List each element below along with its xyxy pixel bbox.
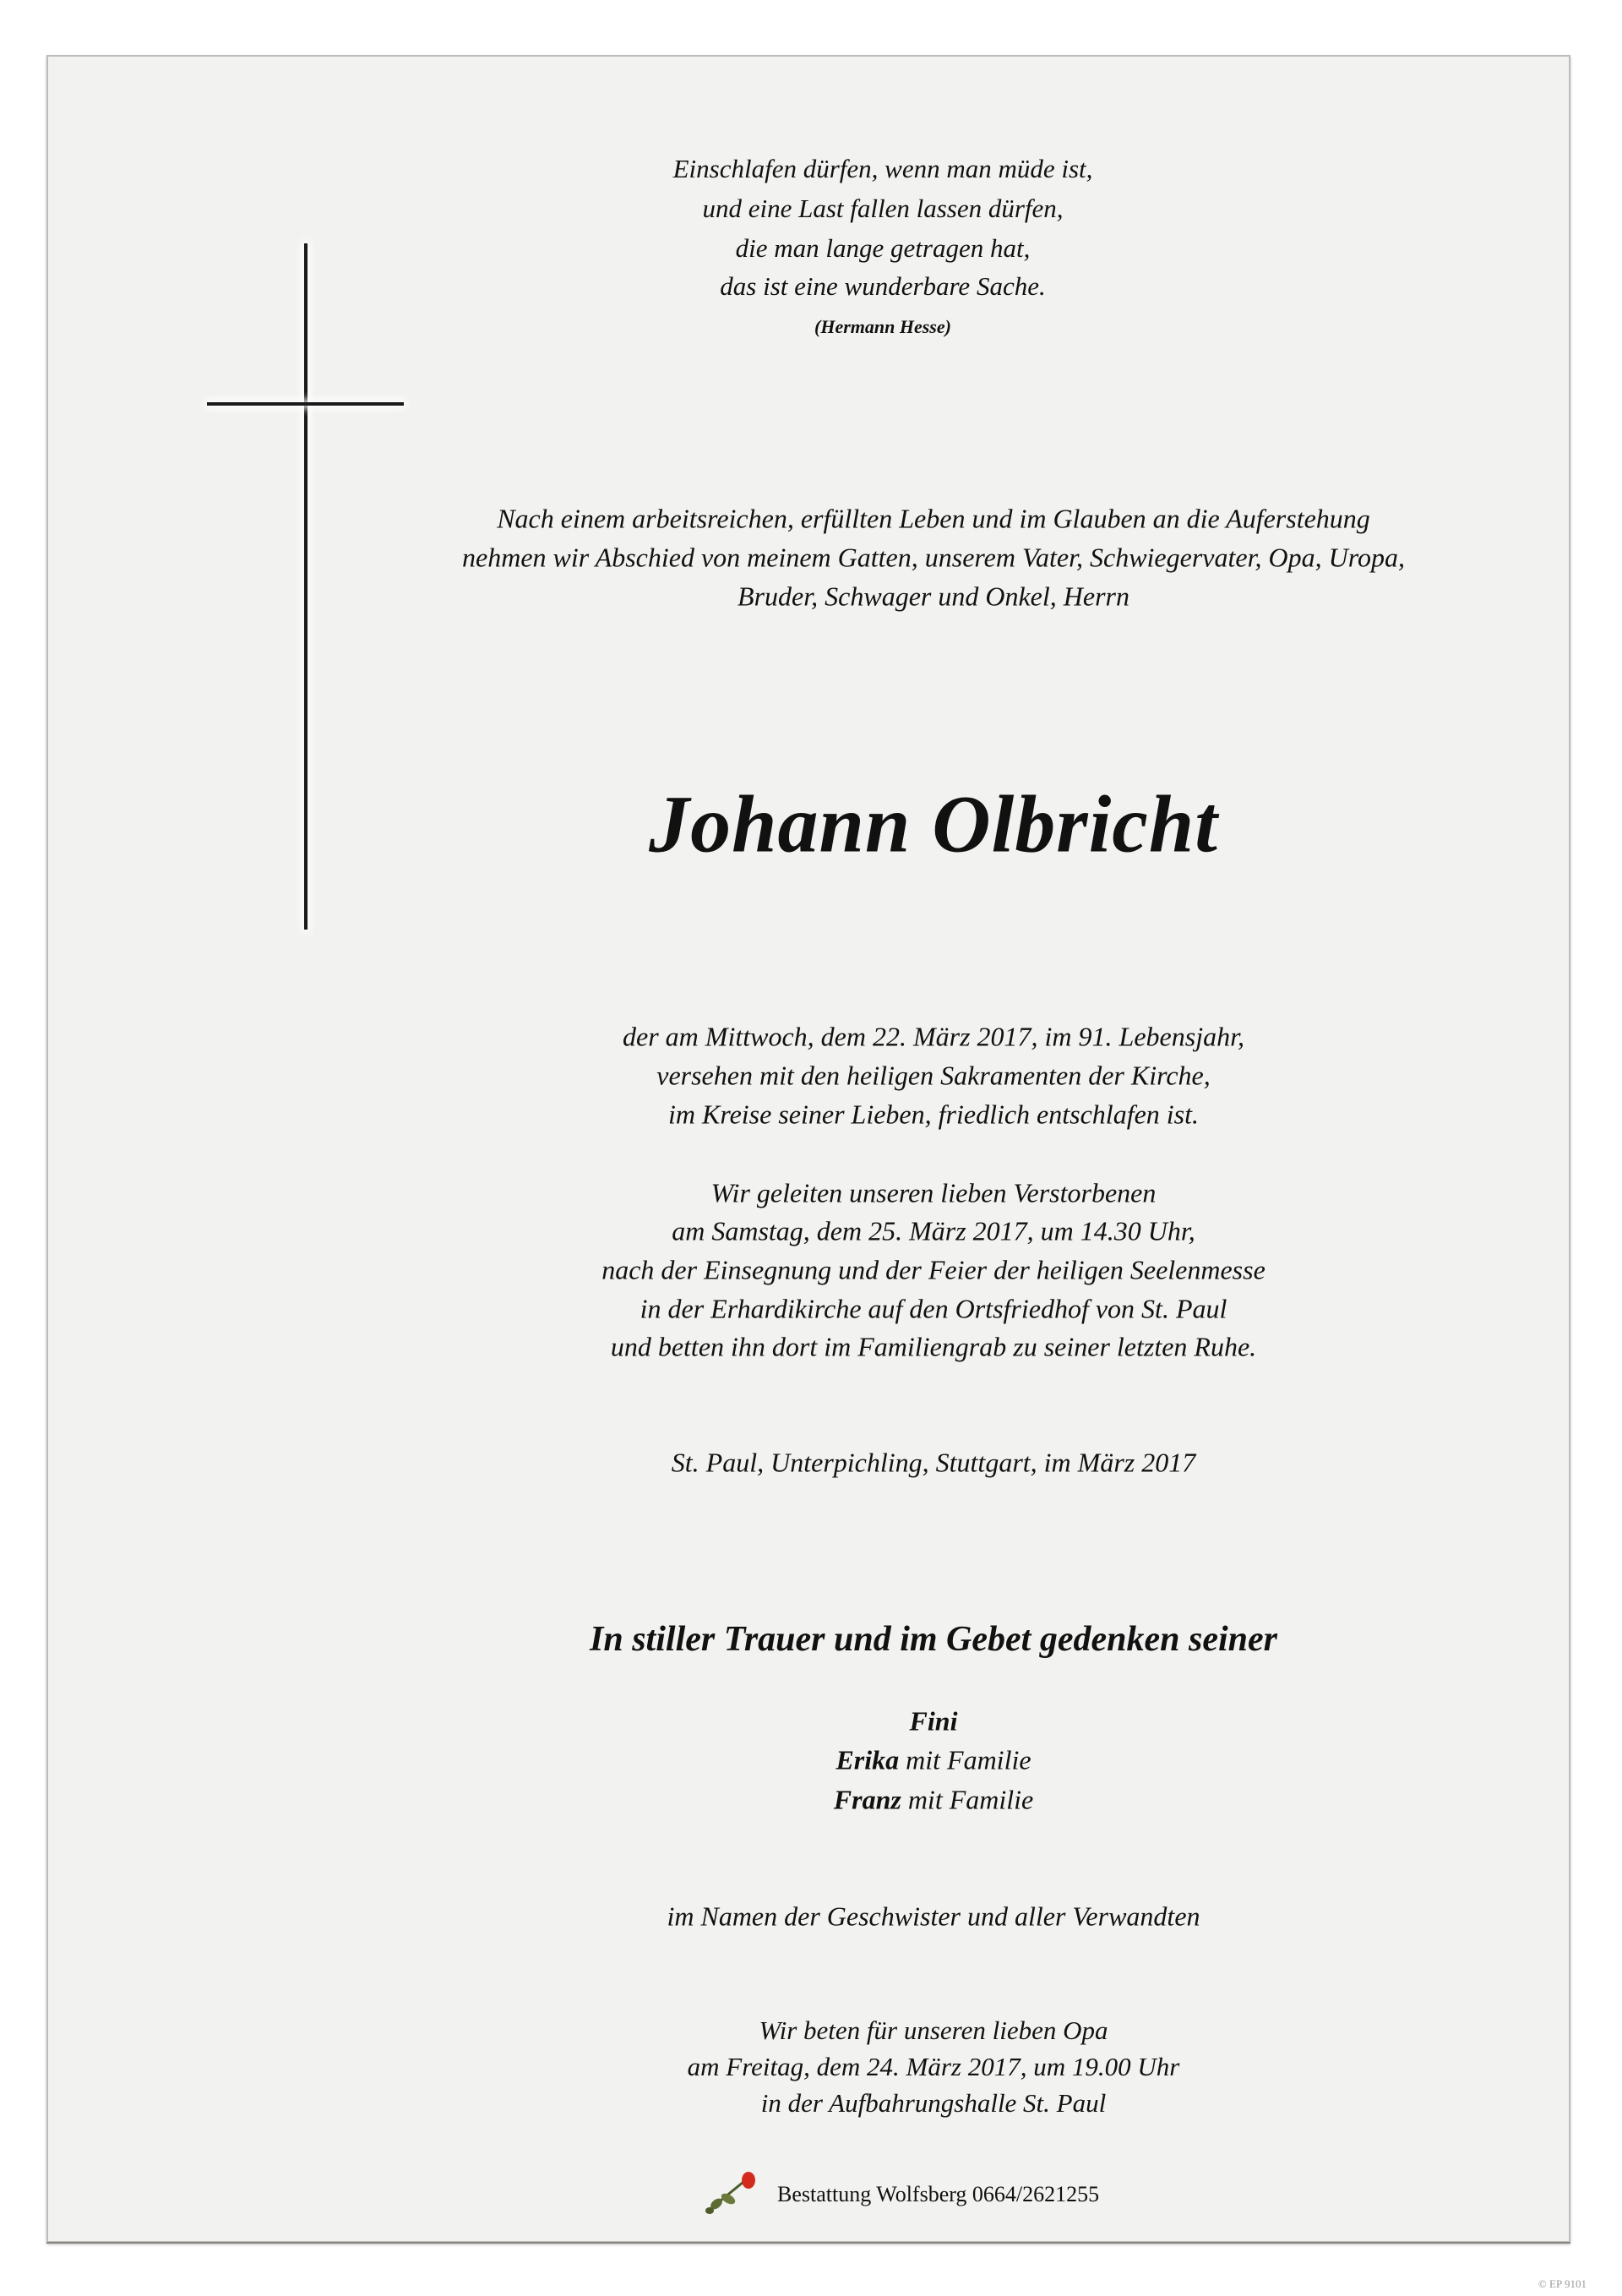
quote-line: und eine Last fallen lassen dürfen,	[702, 194, 1064, 223]
deceased-name: Johann Olbricht	[649, 778, 1218, 870]
mourner	[910, 1706, 958, 1737]
cross-icon-bar	[207, 402, 404, 406]
relatives-line: im Namen der Geschwister und aller Verwandten	[667, 1901, 1200, 1932]
mourner	[834, 1785, 1033, 1816]
mourner-name: Franz	[833, 1784, 901, 1815]
intro-line: Bruder, Schwager und Onkel, Herrn	[738, 581, 1129, 612]
quote-line: das ist eine wunderbare Sache.	[720, 271, 1046, 301]
death-line: im Kreise seiner Lieben, friedlich entschlafen ist.	[667, 1099, 1200, 1130]
funeral-home-footer: Bestattung Wolfsberg 0664/2621255	[777, 2182, 1100, 2206]
mourner-suffix: mit Familie	[899, 1744, 1031, 1775]
death-line: der am Mittwoch, dem 22. März 2017, im 91. Lebensjahr,	[623, 1021, 1244, 1052]
funeral-line: am Samstag, dem 25. März 2017, um 14.30 Uhr,	[672, 1215, 1195, 1246]
mourner-suffix: mit Familie	[901, 1784, 1034, 1815]
copyright: © EP 9101	[1538, 2277, 1587, 2290]
prayer-line: in der Aufbahrungshalle St. Paul	[760, 2088, 1107, 2118]
quote-line: die man lange getragen hat,	[735, 233, 1031, 263]
prayer-line: Wir beten für unseren lieben Opa	[759, 2015, 1108, 2045]
mourner	[835, 1745, 1031, 1776]
intro-line: nehmen wir Abschied von meinem Gatten, unserem Vater, Schwiegervater, Opa, Uropa,	[462, 542, 1405, 573]
funeral-line: nach der Einsegnung und der Feier der heiligen Seelenmesse	[601, 1254, 1265, 1285]
cross-icon	[304, 243, 308, 930]
funeral-line: Wir geleiten unseren lieben Verstorbenen	[710, 1177, 1157, 1208]
funeral-line: und betten ihn dort im Familiengrab zu seiner letzten Ruhe.	[610, 1331, 1257, 1362]
mourner-name: Fini	[909, 1705, 958, 1737]
funeral-line: in der Erhardikirche auf den Ortsfriedhof von St. Paul	[640, 1293, 1227, 1324]
rose-icon	[699, 2170, 760, 2217]
mourner-name: Erika	[835, 1744, 900, 1775]
quote-line: Einschlafen dürfen, wenn man müde ist,	[672, 154, 1093, 183]
intro-line: Nach einem arbeitsreichen, erfüllten Leben und im Glauben an die Auferstehung	[497, 503, 1370, 534]
mourning-heading: In stiller Trauer und im Gebet gedenken seiner	[590, 1620, 1277, 1659]
place-date: St. Paul, Unterpichling, Stuttgart, im März 2017	[671, 1447, 1196, 1478]
prayer-line: am Freitag, dem 24. März 2017, um 19.00 Uhr	[687, 2052, 1180, 2081]
quote-author: (Hermann Hesse)	[814, 316, 951, 337]
death-line: versehen mit den heiligen Sakramenten der Kirche,	[656, 1060, 1211, 1091]
